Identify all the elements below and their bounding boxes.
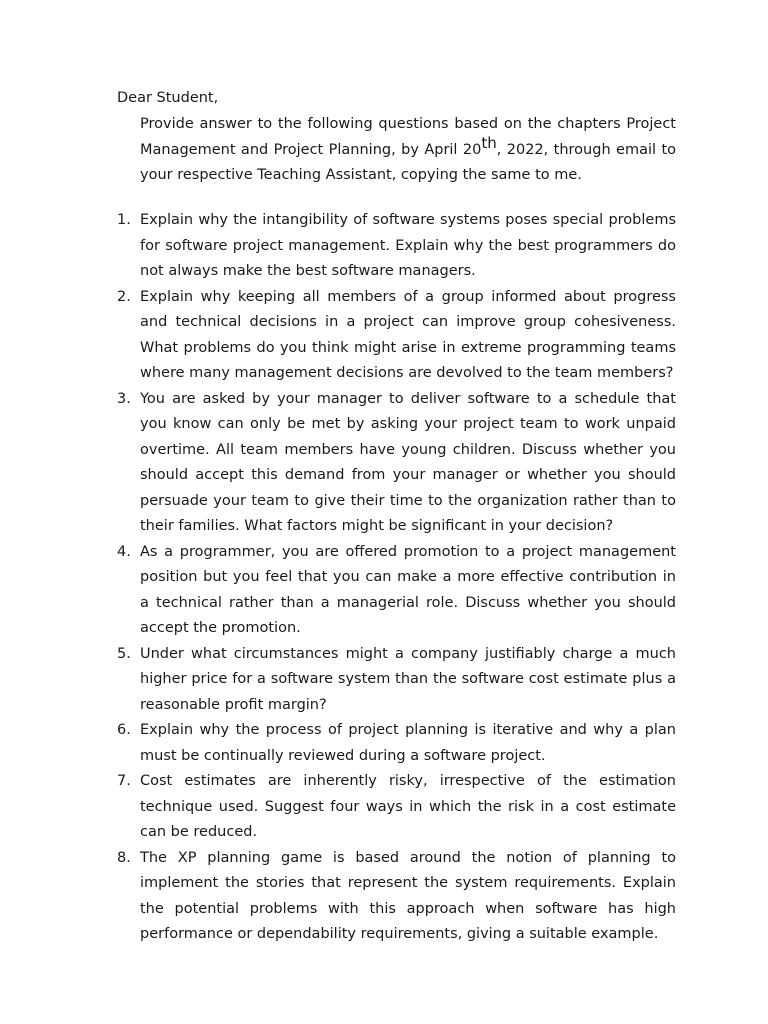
question-text: As a programmer, you are offered promotion to a project management position but you feel that you can make a more effective contribution in a technical rather than a managerial role. Discuss whether you should accept the promotion. bbox=[140, 543, 676, 636]
question-text: Explain why keeping all members of a group informed about progress and technical decisions in a project can improve group cohesiveness. What problems do you think might arise in extreme programming teams where many management decisions are devolved to the team members? bbox=[140, 288, 676, 381]
question-item bbox=[117, 769, 676, 846]
question-item bbox=[117, 208, 676, 285]
question-number: 7. bbox=[117, 773, 131, 789]
question-number: 6. bbox=[117, 722, 131, 738]
question-number: 8. bbox=[117, 849, 131, 866]
question-number: 3. bbox=[117, 390, 131, 407]
question-item bbox=[117, 285, 676, 387]
question-item bbox=[117, 718, 676, 769]
question-number: 5. bbox=[117, 645, 131, 662]
question-text: Under what circumstances might a company justifiably charge a much higher price for a software system than the software cost estimate plus a reasonable profit margin? bbox=[140, 645, 676, 713]
intro-text-start: Provide answer to the following questions based on the chapters Project Management and Project Planning, by April 20 bbox=[140, 116, 676, 158]
question-text: The XP planning game is based around the notion of planning to implement the stories that represent the system requirements. Explain the potential problems with this approach when software has high performance or dependability requirements, giving a suitable example. bbox=[140, 849, 676, 942]
question-text: Cost estimates are inherently risky, irrespective of the estimation technique used. Suggest four ways in which the risk in a cost estimate can be reduced. bbox=[140, 773, 676, 840]
question-list bbox=[117, 208, 676, 948]
intro-text-end: , 2022, through email to your respective Teaching Assistant, copying the same to me. bbox=[140, 141, 676, 183]
question-item bbox=[117, 540, 676, 642]
question-item bbox=[117, 387, 676, 540]
greeting: Dear Student, bbox=[117, 90, 219, 106]
question-text: Explain why the intangibility of software systems poses special problems for software project management. Explain why the best programmers do not always make the best software managers. bbox=[140, 212, 676, 279]
question-item bbox=[117, 642, 676, 719]
question-item bbox=[117, 846, 676, 948]
question-number: 4. bbox=[117, 543, 131, 560]
question-number: 2. bbox=[117, 288, 131, 305]
question-text: Explain why the process of project planning is iterative and why a plan must be continually reviewed during a software project. bbox=[140, 722, 676, 764]
intro-superscript: th bbox=[481, 133, 497, 152]
intro-paragraph bbox=[140, 112, 676, 189]
question-number: 1. bbox=[117, 212, 131, 228]
question-text: You are asked by your manager to deliver software to a schedule that you know can only be met by asking your project team to work unpaid overtime. All team members have young children. Discuss whether you should accept this demand from your manager or whether you should persuade your team to give their time to the organization rather than to their families. What factors might be significant in your decision? bbox=[140, 390, 676, 534]
